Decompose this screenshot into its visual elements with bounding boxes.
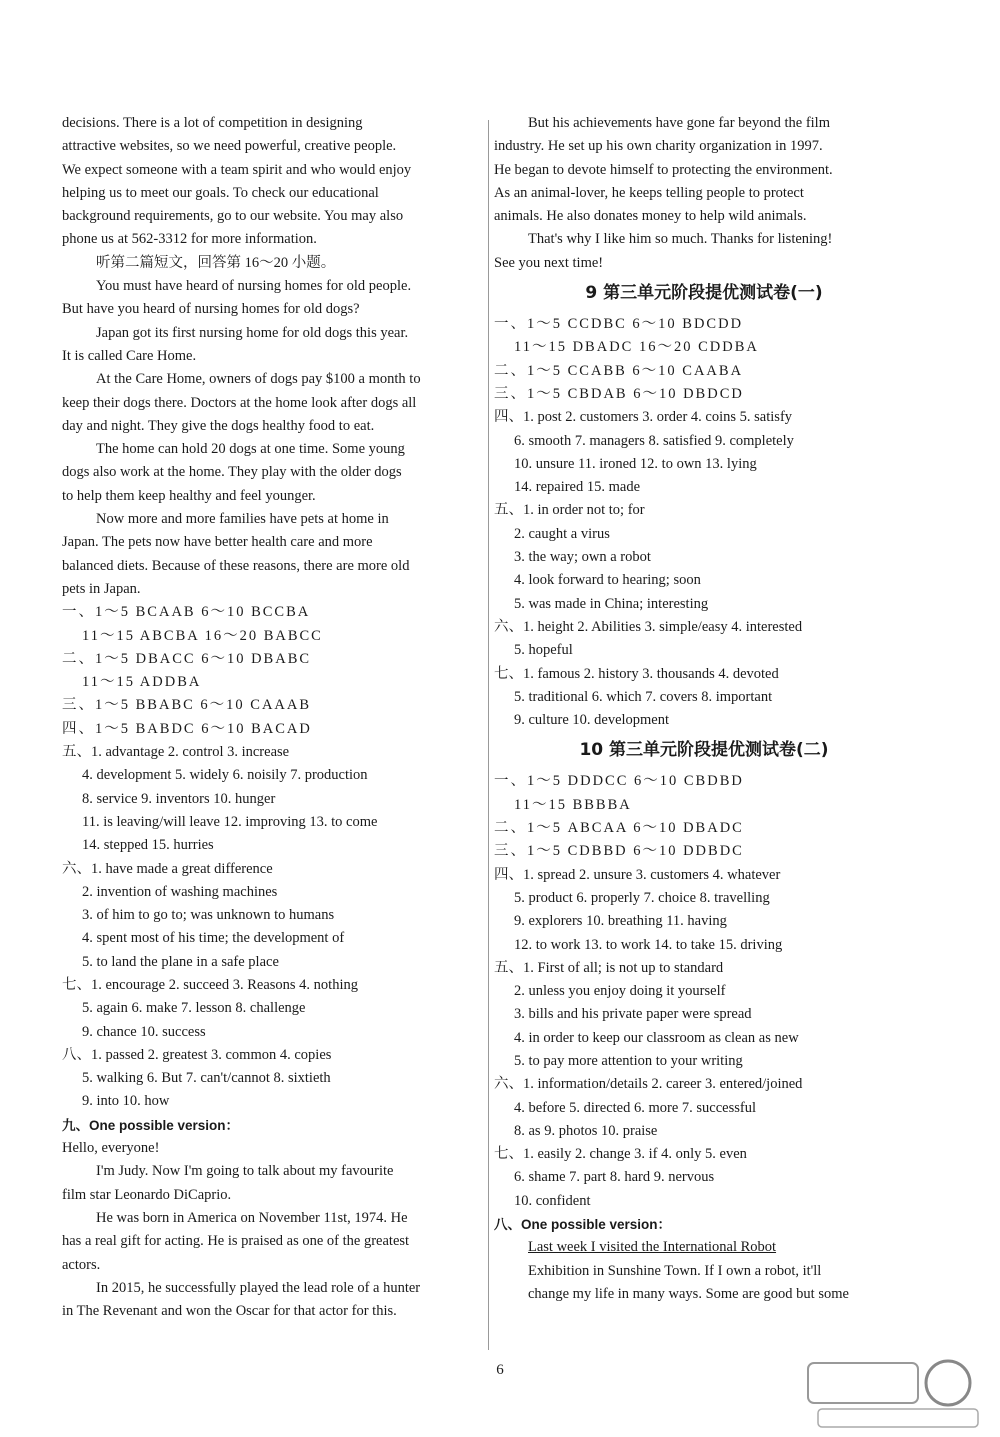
answer-line: 12. to work 13. to work 14. to take 15. driving [514, 936, 783, 953]
left-text-line: 4. spent most of his time; the development of [82, 930, 345, 947]
answer-line: 四、1. spread 2. unsure 3. customers 4. whatever [494, 866, 781, 883]
answer-line: 七、1. famous 2. history 3. thousands 4. devoted [494, 665, 779, 682]
left-text-line: 三、1～5 BBABC 6～10 CAAAB [62, 697, 312, 714]
answer-line: 3. bills and his private paper were spread [514, 1006, 752, 1023]
answer-line: 4. in order to keep our classroom as clean as new [514, 1029, 799, 1046]
answer-line: 10. confident [514, 1192, 591, 1209]
left-text-line: 5. walking 6. But 7. can't/cannot 8. sixtieth [82, 1070, 331, 1087]
right-text-line: As an animal-lover, he keeps telling people to protect [494, 184, 804, 201]
left-text-line: He was born in America on November 11st, 1974. He [96, 1209, 408, 1226]
left-text-line: 9. into 10. how [82, 1093, 170, 1110]
section-heading-10: 10 第三单元阶段提优测试卷(二) [579, 740, 829, 761]
left-text-line: 14. stepped 15. hurries [82, 837, 214, 854]
answer-line: 2. caught a virus [514, 525, 610, 542]
answer-line: 10. unsure 11. ironed 12. to own 13. lying [514, 455, 757, 472]
right-text-line: See you next time! [494, 254, 604, 271]
left-text-line: Hello, everyone! [62, 1140, 160, 1157]
left-text-line: 九、One possible version： [62, 1117, 240, 1133]
left-text-line: attractive websites, so we need powerful, creative people. [62, 138, 397, 155]
answer-line: 七、1. easily 2. change 3. if 4. only 5. even [494, 1146, 747, 1163]
right-text-line: That's why I like him so much. Thanks for listening! [528, 231, 833, 248]
left-text-line: The home can hold 20 dogs at one time. Some young [96, 441, 405, 458]
left-text-line: Japan. The pets now have better health care and more [62, 534, 373, 551]
answer-line: 八、One possible version： [494, 1217, 672, 1233]
answer-line: 五、1. First of all; is not up to standard [494, 959, 724, 976]
answer-line: 三、1～5 CDBBD 6～10 DDBDC [494, 843, 744, 860]
answer-line: 二、1～5 CCABB 6～10 CAABA [494, 362, 744, 379]
left-text-line: I'm Judy. Now I'm going to talk about my favourite [96, 1163, 394, 1180]
left-text-line: 一、1～5 BCAAB 6～10 BCCBA [62, 604, 311, 621]
left-text-line: keep their dogs there. Doctors at the home look after dogs all [62, 394, 417, 411]
right-column-intro [494, 112, 914, 275]
answer-line: 5. hopeful [514, 642, 573, 659]
answer-line: 一、1～5 CCDBC 6～10 BDCDD [494, 316, 744, 333]
left-text-line: actors. [62, 1256, 101, 1273]
answer-line: 6. shame 7. part 8. hard 9. nervous [514, 1169, 715, 1186]
left-text-line: Now more and more families have pets at home in [96, 511, 389, 528]
right-text-line: animals. He also donates money to help wild animals. [494, 208, 807, 225]
left-text-line: 二、1～5 DBACC 6～10 DBABC [62, 650, 312, 667]
left-text-line: 11～15 ADDBA [82, 674, 202, 691]
left-text-line: 11～15 ABCBA 16～20 BABCC [82, 627, 323, 644]
left-text-line: 六、1. have made a great difference [62, 860, 273, 877]
left-text-line: 七、1. encourage 2. succeed 3. Reasons 4. nothing [62, 976, 358, 993]
answer-line: 五、1. in order not to; for [494, 502, 645, 519]
answer-line: Last week I visited the International Robot [528, 1239, 777, 1256]
left-text-line: to help them keep healthy and feel younger. [62, 487, 316, 504]
page-number: 6 [496, 1362, 504, 1378]
answer-line: 11～15 BBBBA [514, 796, 632, 813]
left-text-line: 5. to land the plane in a safe place [82, 953, 279, 970]
left-text-line: We expect someone with a team spirit and who would enjoy [62, 161, 412, 178]
answer-line: 5. was made in China; interesting [514, 595, 709, 612]
answer-line: 3. the way; own a robot [514, 549, 651, 566]
answer-line: 11～15 DBADC 16～20 CDDBA [514, 339, 759, 356]
answer-line: 6. smooth 7. managers 8. satisfied 9. completely [514, 432, 794, 449]
answer-line: 5. product 6. properly 7. choice 8. travelling [514, 889, 770, 906]
answer-line: 8. as 9. photos 10. praise [514, 1122, 658, 1139]
right-text-line: He began to devote himself to protecting the environment. [494, 161, 833, 178]
left-text-line: film star Leonardo DiCaprio. [62, 1186, 232, 1203]
left-column [62, 112, 482, 1323]
left-text-line: helping us to meet our goals. To check our educational [62, 184, 379, 201]
left-text-line: balanced diets. Because of these reasons, there are more old [62, 557, 410, 574]
left-text-line: day and night. They give the dogs healthy food to eat. [62, 417, 375, 434]
answer-line: 六、1. height 2. Abilities 3. simple/easy 4. interested [494, 618, 803, 635]
answer-line: 5. traditional 6. which 7. covers 8. important [514, 688, 773, 705]
answer-line: 9. culture 10. development [514, 712, 670, 729]
left-text-line: You must have heard of nursing homes for old people. [96, 278, 412, 295]
left-text-line: 9. chance 10. success [82, 1023, 206, 1040]
left-text-line: 4. development 5. widely 6. noisily 7. production [82, 767, 368, 784]
right-column [494, 112, 914, 1306]
answer-line: 二、1～5 ABCAA 6～10 DBADC [494, 820, 744, 837]
left-text-line: pets in Japan. [62, 580, 141, 597]
section-10-answers [494, 770, 914, 1306]
left-text-line: 听第二篇短文，回答第 16～20 小题。 [96, 254, 336, 271]
left-text-line: in The Revenant and won the Oscar for that actor for this. [62, 1303, 397, 1320]
left-text-line: 八、1. passed 2. greatest 3. common 4. copies [62, 1046, 332, 1063]
left-text-line: In 2015, he successfully played the lead role of a hunter [96, 1279, 421, 1296]
left-text-line: background requirements, go to our website. You may also [62, 208, 404, 225]
answer-line: 5. to pay more attention to your writing [514, 1052, 743, 1069]
right-text-line: industry. He set up his own charity organization in 1997. [494, 138, 823, 155]
left-text-line: 5. again 6. make 7. lesson 8. challenge [82, 1000, 306, 1017]
left-text-line: phone us at 562-3312 for more information. [62, 231, 317, 248]
answer-line: change my life in many ways. Some are good but some [528, 1285, 849, 1302]
answer-line: 四、1. post 2. customers 3. order 4. coins 5. satisfy [494, 409, 793, 426]
left-text-line: At the Care Home, owners of dogs pay $100 a month to [96, 371, 421, 388]
left-text-line: 2. invention of washing machines [82, 883, 278, 900]
left-text-line: 11. is leaving/will leave 12. improving 13. to come [82, 813, 378, 830]
left-text-line: But have you heard of nursing homes for old dogs? [62, 301, 360, 318]
left-text-line: 8. service 9. inventors 10. hunger [82, 790, 276, 807]
left-text-line: It is called Care Home. [62, 347, 197, 364]
left-text-line: decisions. There is a lot of competition in designing [62, 115, 363, 131]
watermark-logo-icon [798, 1353, 988, 1433]
answer-line: 14. repaired 15. made [514, 479, 641, 496]
left-text-line: dogs also work at the home. They play with the older dogs [62, 464, 402, 481]
answer-line: 9. explorers 10. breathing 11. having [514, 913, 727, 930]
answer-line: 三、1～5 CBDAB 6～10 DBDCD [494, 385, 744, 402]
left-text-line: 3. of him to go to; was unknown to humans [82, 907, 335, 924]
right-text-line: But his achievements have gone far beyond the film [528, 115, 830, 131]
answer-line: 六、1. information/details 2. career 3. entered/joined [494, 1076, 803, 1093]
column-divider [488, 120, 489, 1350]
left-text-line: Japan got its first nursing home for old dogs this year. [96, 324, 409, 341]
answer-line: 一、1～5 DDDCC 6～10 CBDBD [494, 773, 744, 790]
section-9-answers [494, 313, 914, 732]
answer-line: 4. before 5. directed 6. more 7. successful [514, 1099, 756, 1116]
answer-line: 2. unless you enjoy doing it yourself [514, 983, 726, 1000]
left-text-line: has a real gift for acting. He is praised as one of the greatest [62, 1233, 410, 1250]
section-heading-9: 9 第三单元阶段提优测试卷(一) [585, 283, 823, 304]
left-text-line: 四、1～5 BABDC 6～10 BACAD [62, 720, 312, 737]
left-text-line: 五、1. advantage 2. control 3. increase [62, 744, 290, 761]
answer-line: Exhibition in Sunshine Town. If I own a robot, it'll [528, 1262, 822, 1279]
answer-line: 4. look forward to hearing; soon [514, 572, 701, 589]
